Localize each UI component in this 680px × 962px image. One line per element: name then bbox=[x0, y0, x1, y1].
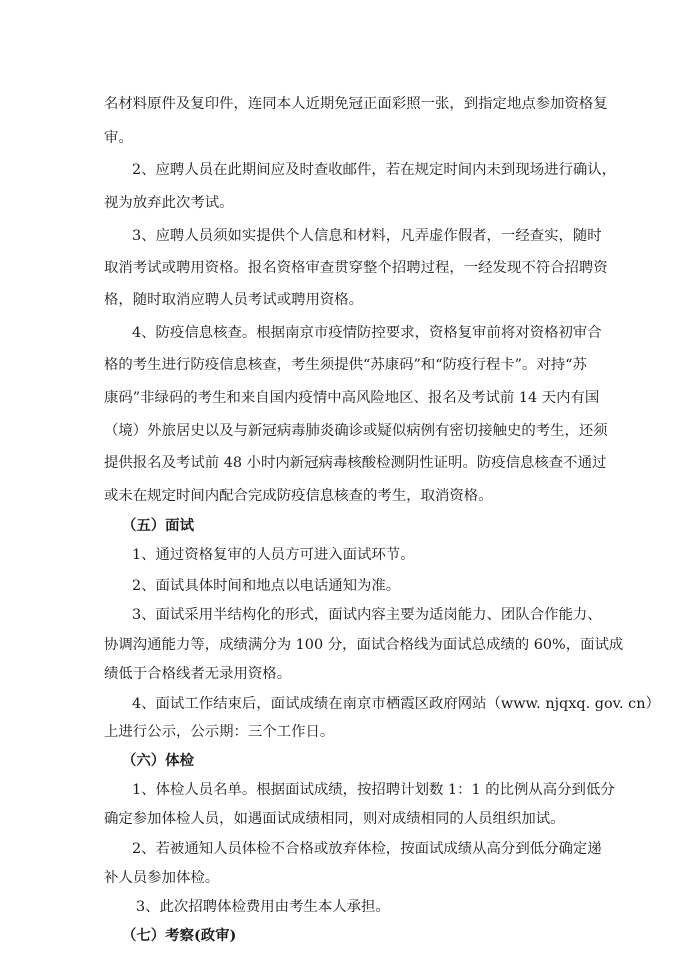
paragraph-line: 上进行公示，公示期：三个工作日。 bbox=[104, 724, 335, 740]
paragraph-line: 3、应聘人员须如实提供个人信息和材料，凡弄虚作假者，一经查实，随时 bbox=[132, 228, 602, 244]
paragraph-line: 3、此次招聘体检费用由考生本人承担。 bbox=[136, 899, 390, 915]
paragraph-line: 2、面试具体时间和地点以电话通知为准。 bbox=[132, 578, 401, 594]
paragraph-line: 2、若被通知人员体检不合格或放弃体检，按面试成绩从高分到低分确定递 bbox=[132, 841, 602, 857]
paragraph-line: 格的考生进行防疫信息核查，考生须提供“苏康码”和“防疫行程卡”。对持“苏 bbox=[104, 357, 587, 373]
paragraph-line: 确定参加体检人员，如遇面试成绩相同，则对成绩相同的人员组织加试。 bbox=[104, 811, 565, 827]
paragraph-line: 2、应聘人员在此期间应及时查收邮件，若在规定时间内未到现场进行确认， bbox=[132, 162, 617, 178]
paragraph-line: 审。 bbox=[104, 130, 133, 146]
paragraph-line: 视为放弃此次考试。 bbox=[104, 195, 234, 211]
paragraph-line: 绩低于合格线者无录用资格。 bbox=[104, 666, 292, 682]
paragraph-line: 1、通过资格复审的人员方可进入面试环节。 bbox=[132, 547, 415, 563]
paragraph-line: 3、面试采用半结构化的形式，面试内容主要为适岗能力、团队合作能力、 bbox=[132, 607, 602, 623]
paragraph-line: 协调沟通能力等，成绩满分为 100 分，面试合格线为面试总成绩的 60%，面试成 bbox=[104, 637, 624, 653]
paragraph-line: 或未在规定时间内配合完成防疫信息核查的考生，取消资格。 bbox=[104, 488, 493, 504]
section-heading: （五）面试 bbox=[122, 517, 194, 534]
section-heading: （六）体检 bbox=[122, 752, 194, 769]
paragraph-line: 4、面试工作结束后，面试成绩在南京市栖霞区政府网站（www. njqxq. gov. cn） bbox=[132, 696, 660, 712]
paragraph-line: （境）外旅居史以及与新冠病毒肺炎确诊或疑似病例有密切接触史的考生，还须 bbox=[104, 423, 608, 439]
paragraph-line: 取消考试或聘用资格。报名资格审查贯穿整个招聘过程，一经发现不符合招聘资 bbox=[104, 260, 608, 276]
paragraph-line: 格，随时取消应聘人员考试或聘用资格。 bbox=[104, 292, 364, 308]
paragraph-line: 康码”非绿码的考生和来自国内疫情中高风险地区、报名及考试前 14 天内有国 bbox=[104, 390, 600, 406]
paragraph-line: 提供报名及考试前 48 小时内新冠病毒核酸检测阴性证明。防疫信息核查不通过 bbox=[104, 455, 607, 471]
paragraph-line: 1、体检人员名单。根据面试成绩，按招聘计划数 1：1 的比例从高分到低分 bbox=[132, 782, 615, 798]
paragraph-line: 4、防疫信息核查。根据南京市疫情防控要求，资格复审前将对资格初审合 bbox=[132, 325, 602, 341]
paragraph-line: 补人员参加体检。 bbox=[104, 870, 220, 886]
paragraph-line: 名材料原件及复印件，连同本人近期免冠正面彩照一张，到指定地点参加资格复 bbox=[104, 96, 608, 112]
section-heading: （七）考察(政审) bbox=[122, 927, 237, 944]
